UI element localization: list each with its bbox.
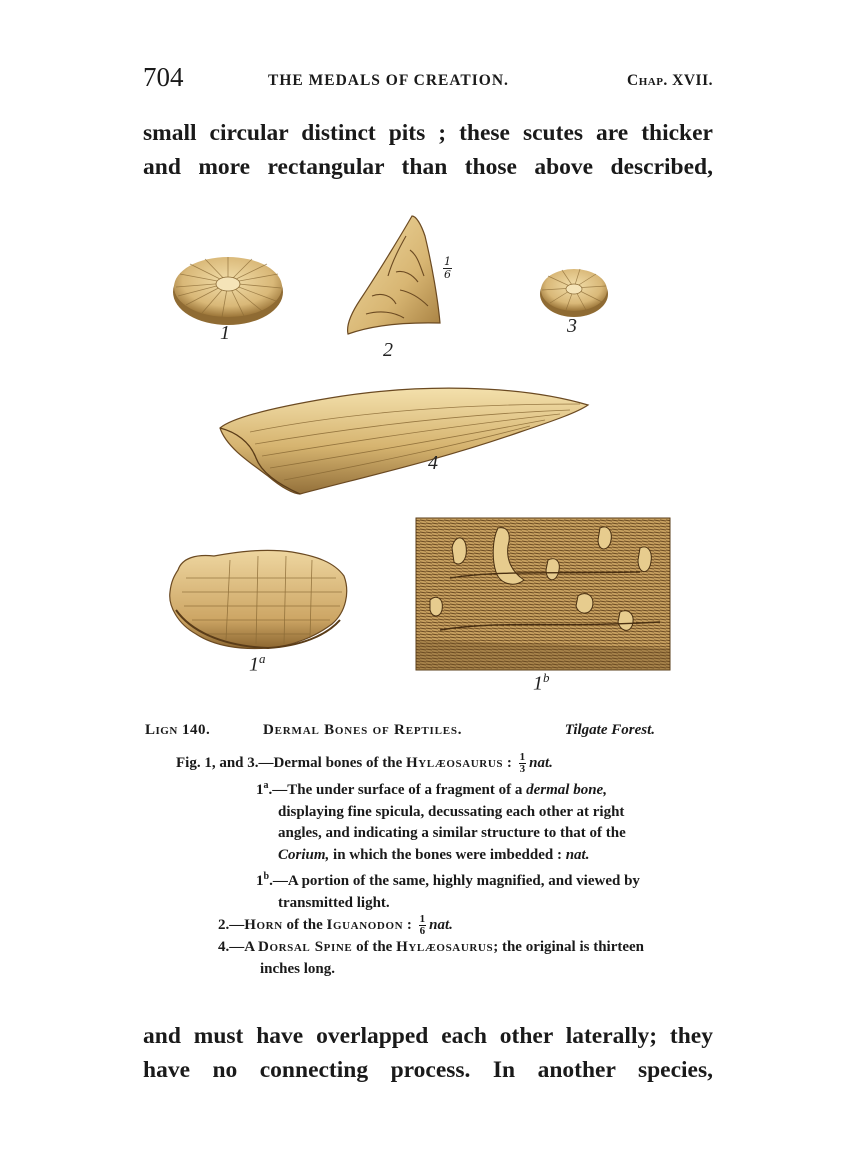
legend-entry-1-3	[176, 752, 646, 775]
legend-text: 4.—A	[218, 939, 255, 955]
label-superscript: b	[543, 670, 550, 685]
figure-label-2: 2	[383, 339, 393, 361]
fraction-numerator: 1	[419, 913, 426, 925]
body-line: small circular distinct pits ; these scutes are thicker	[143, 120, 713, 146]
legend-term: Dorsal Spine	[258, 939, 353, 955]
legend-ref-sup: a	[263, 780, 269, 791]
fraction-denominator: 3	[519, 763, 526, 775]
body-line: have no connecting process. In another species,	[143, 1057, 713, 1083]
body-line: and must have overlapped each other laterally; they	[143, 1023, 713, 1049]
chapter-reference: Chap. XVII.	[627, 72, 713, 89]
legend-entry-2	[176, 914, 646, 937]
figure-caption	[145, 722, 655, 744]
legend-text: of the	[352, 939, 397, 955]
legend-entry-1b	[176, 866, 646, 914]
figure-number: Lign 140.	[145, 722, 211, 738]
scale-note: nat.	[429, 916, 453, 933]
taxon-name: Hylæosaurus	[396, 939, 494, 955]
figure-label-1b	[533, 670, 550, 696]
figure-legend	[176, 752, 646, 980]
specimen-3-dermal-scute	[540, 269, 608, 317]
running-title: THE MEDALS OF CREATION.	[268, 72, 509, 89]
scale-note: nat.	[529, 754, 553, 771]
legend-text: :	[503, 754, 512, 771]
specimen-2-iguanodon-horn	[348, 216, 440, 334]
legend-emphasis: dermal bone,	[526, 782, 607, 798]
specimen-4-dorsal-spine	[220, 388, 588, 494]
legend-term: Horn	[244, 916, 283, 933]
legend-ref: 1	[256, 782, 264, 798]
taxon-name: Iguanodon	[326, 916, 404, 933]
legend-text: .—The under surface of a fragment of a	[268, 782, 523, 798]
fraction-denominator: 6	[419, 925, 426, 937]
figure-label-3: 3	[567, 315, 577, 337]
fraction-numerator: 1	[519, 751, 526, 763]
legend-text: .—A portion of the same, highly magnified, and viewed by transmitted light.	[269, 873, 640, 911]
legend-emphasis: Corium,	[278, 846, 330, 863]
figure-label-4: 4	[428, 452, 438, 474]
scale-numerator: 1	[444, 255, 451, 268]
specimen-1b-magnified-section	[416, 518, 670, 670]
scale-denominator: 6	[444, 268, 451, 281]
legend-text: :	[403, 916, 412, 933]
legend-text: ; the original is thirteen inches long.	[260, 939, 645, 977]
label-base: 1	[249, 653, 259, 676]
legend-entry-4	[176, 937, 646, 980]
legend-ref: 1	[256, 873, 264, 889]
legend-ref-sup: b	[263, 871, 270, 882]
legend-entry-1a	[176, 775, 646, 866]
label-superscript: a	[259, 651, 266, 666]
specimen-1a-dermal-bone-underside	[170, 550, 347, 648]
scale-note: nat.	[565, 846, 590, 863]
legend-text: in which the bones were imbedded :	[333, 846, 562, 863]
page-number: 704	[143, 62, 184, 92]
scale-fraction	[419, 914, 427, 937]
specimen-1-dermal-scute	[173, 257, 283, 325]
figure-label-1a	[249, 651, 266, 677]
legend-text: Fig. 1, and 3.—Dermal bones of the	[176, 754, 403, 771]
horn-scale-fraction	[443, 256, 452, 281]
legend-text: 2.—	[218, 916, 245, 933]
figure-locality: Tilgate Forest.	[564, 722, 655, 738]
figure-label-1: 1	[220, 322, 230, 344]
body-text-bottom	[143, 1019, 713, 1087]
legend-text: displaying fine spicula, decussating each other at right angles, and indicating a similar structure to that of the	[278, 803, 626, 841]
label-base: 1	[533, 672, 543, 695]
body-line: and more rectangular than those above described,	[143, 154, 713, 180]
legend-text: of the	[282, 916, 327, 933]
taxon-name: Hylæosaurus	[406, 754, 504, 771]
scale-fraction	[519, 752, 527, 775]
figure-title: Dermal Bones of Reptiles.	[263, 722, 463, 738]
